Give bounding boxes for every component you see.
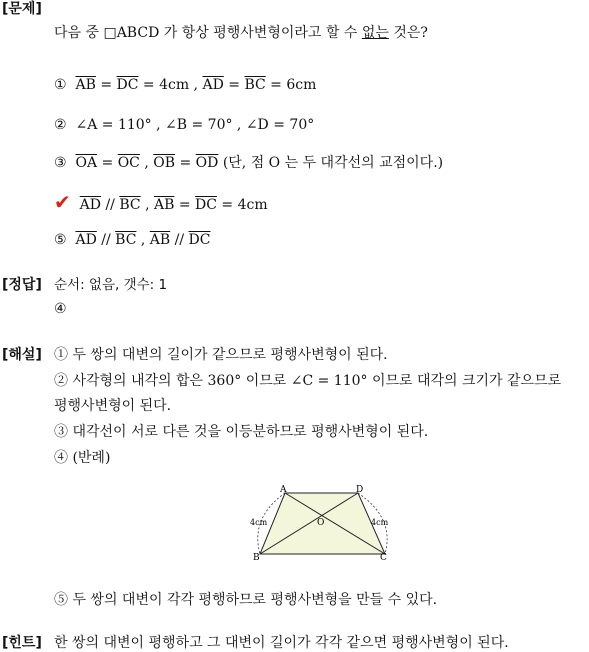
option-text: ∠A = 110° , ∠B = 70° , ∠D = 70° bbox=[75, 117, 315, 133]
option-text: , bbox=[140, 197, 154, 213]
segment-symbol: $\overline{AD}$ bbox=[79, 197, 102, 213]
vertex-c-label: C bbox=[380, 553, 387, 563]
option-2 bbox=[54, 116, 314, 134]
option-text: // bbox=[170, 232, 189, 248]
explanation-line-3: 평행사변형이 된다. bbox=[54, 398, 172, 414]
option-text: = bbox=[174, 197, 196, 213]
option-text: = bbox=[97, 155, 118, 171]
segment-symbol: $\overline{DC}$ bbox=[116, 77, 139, 93]
explanation-line-2: ② 사각형의 내각의 합은 360° 이므로 ∠C = 110° 이므로 대각의 크기가 같으므로 bbox=[54, 373, 562, 389]
segment-symbol: $\overline{AD}$ bbox=[75, 232, 97, 248]
segment-symbol: $\overline{AB}$ bbox=[149, 232, 171, 248]
segment-symbol: $\overline{BC}$ bbox=[244, 77, 266, 93]
option-3 bbox=[54, 154, 443, 172]
segment-symbol: $\overline{AB}$ bbox=[75, 77, 96, 93]
question-post: 것은? bbox=[388, 25, 428, 41]
option-4 bbox=[54, 190, 268, 214]
option-5 bbox=[54, 231, 210, 249]
option-text: = bbox=[175, 155, 196, 171]
segment-symbol: $\overline{DC}$ bbox=[188, 232, 211, 248]
explanation-line-1: ① 두 쌍의 대변의 길이가 같으므로 평행사변형이 된다. bbox=[54, 347, 388, 363]
option-text: = bbox=[95, 77, 117, 93]
segment-symbol: $\overline{BC}$ bbox=[119, 197, 141, 213]
option-text: , bbox=[139, 155, 154, 171]
option-text: // bbox=[101, 197, 120, 213]
explanation-line-4: ③ 대각선이 서로 다른 것을 이등분하므로 평행사변형이 된다. bbox=[54, 424, 429, 440]
explanation-tag: [해설] bbox=[2, 347, 42, 363]
answer-line-2: ④ bbox=[54, 301, 67, 317]
segment-symbol: $\overline{OD}$ bbox=[195, 155, 219, 171]
option-text: = 4cm , bbox=[138, 77, 203, 93]
question-pre: 다음 중 □ABCD 가 항상 평행사변형이라고 할 수 bbox=[54, 25, 362, 41]
vertex-a-label: A bbox=[280, 485, 287, 495]
question-emphasis: 없는 bbox=[361, 25, 389, 41]
vertex-b-label: B bbox=[253, 553, 260, 563]
explanation-line-5: ④ (반례) bbox=[54, 450, 111, 466]
segment-symbol: $\overline{AD}$ bbox=[202, 77, 224, 93]
segment-symbol: $\overline{OC}$ bbox=[117, 155, 140, 171]
problem-tag: [문제] bbox=[2, 1, 42, 17]
option-number: ① bbox=[54, 77, 67, 93]
option-text: , bbox=[136, 232, 150, 248]
hint-tag: [힌트] bbox=[2, 635, 42, 651]
explanation-line-6: ⑤ 두 쌍의 대변이 각각 평행하므로 평행사변형을 만들 수 있다. bbox=[54, 592, 438, 608]
answer-line-1: 순서: 없음, 갯수: 1 bbox=[54, 277, 168, 293]
option-text: (단, 점 O 는 두 대각선의 교점이다.) bbox=[218, 155, 444, 171]
option-text: = 6cm bbox=[265, 77, 317, 93]
counterexample-figure bbox=[240, 478, 400, 568]
question-text bbox=[54, 24, 428, 42]
option-number: ⑤ bbox=[54, 232, 67, 248]
option-text: // bbox=[96, 232, 116, 248]
hint-text: 한 쌍의 대변이 평행하고 그 대변이 길이가 각각 같으면 평행사변형이 된다. bbox=[54, 635, 509, 651]
option-number: ② bbox=[54, 117, 67, 133]
side-dc-length-label: 4cm bbox=[371, 518, 389, 527]
option-text: = 4cm bbox=[216, 197, 268, 213]
segment-symbol: $\overline{AB}$ bbox=[153, 197, 175, 213]
spacer bbox=[71, 197, 80, 213]
correct-check-icon: ✔ bbox=[54, 190, 71, 214]
segment-symbol: $\overline{DC}$ bbox=[195, 197, 217, 213]
vertex-d-label: D bbox=[356, 485, 364, 495]
intersection-o-label: O bbox=[317, 518, 325, 528]
segment-symbol: $\overline{BC}$ bbox=[115, 232, 137, 248]
option-text: = bbox=[223, 77, 245, 93]
option-number: ③ bbox=[54, 155, 67, 171]
segment-symbol: $\overline{OB}$ bbox=[153, 155, 176, 171]
side-ab-length-label: 4cm bbox=[250, 518, 268, 527]
answer-tag: [정답] bbox=[2, 277, 42, 293]
option-1 bbox=[54, 76, 316, 94]
segment-symbol: $\overline{OA}$ bbox=[75, 155, 98, 171]
